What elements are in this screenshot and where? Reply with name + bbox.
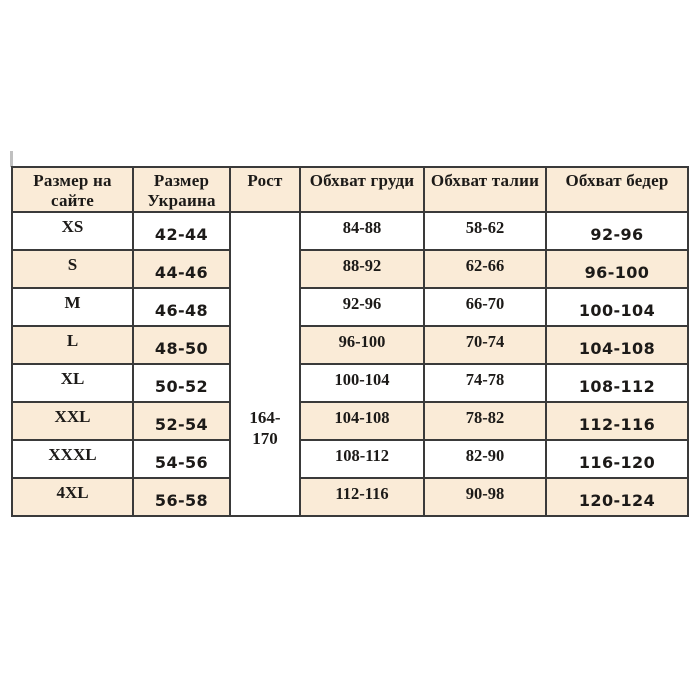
cell-ua-size: 52-54: [133, 402, 230, 440]
cell-chest: 84-88: [300, 212, 424, 250]
header-site-size: Размер на сайте: [12, 167, 133, 212]
header-row: [12, 167, 688, 212]
cell-ua-size: 46-48: [133, 288, 230, 326]
cell-hips: 96-100: [546, 250, 688, 288]
cell-chest: 104-108: [300, 402, 424, 440]
cell-hips: 120-124: [546, 478, 688, 516]
cell-site-size: XL: [12, 364, 133, 402]
cell-hips: 92-96: [546, 212, 688, 250]
table-row-s: [12, 250, 688, 288]
table-row-xl: [12, 364, 688, 402]
header-hips: Обхват бедер: [546, 167, 688, 212]
cell-waist: 70-74: [424, 326, 546, 364]
header-waist: Обхват талии: [424, 167, 546, 212]
cell-site-size: L: [12, 326, 133, 364]
cell-ua-size: 44-46: [133, 250, 230, 288]
cell-hips: 108-112: [546, 364, 688, 402]
cell-ua-size: 54-56: [133, 440, 230, 478]
cell-chest: 92-96: [300, 288, 424, 326]
cell-ua-size: 42-44: [133, 212, 230, 250]
table-row-xxxl: [12, 440, 688, 478]
cell-hips: 112-116: [546, 402, 688, 440]
cell-hips: 116-120: [546, 440, 688, 478]
cell-hips: 100-104: [546, 288, 688, 326]
table-row-xxl: [12, 402, 688, 440]
cell-site-size: 4XL: [12, 478, 133, 516]
size-chart-table: [11, 166, 689, 517]
table-row-xs: [12, 212, 688, 250]
corner-artifact: [10, 151, 13, 167]
cell-waist: 74-78: [424, 364, 546, 402]
table-row-l: [12, 326, 688, 364]
cell-site-size: XXXL: [12, 440, 133, 478]
cell-chest: 100-104: [300, 364, 424, 402]
cell-waist: 90-98: [424, 478, 546, 516]
table-row-m: [12, 288, 688, 326]
cell-site-size: S: [12, 250, 133, 288]
header-ua-size: Размер Украина: [133, 167, 230, 212]
cell-chest: 108-112: [300, 440, 424, 478]
cell-waist: 62-66: [424, 250, 546, 288]
height-value: 164- 170: [249, 408, 281, 449]
cell-chest: 88-92: [300, 250, 424, 288]
cell-site-size: M: [12, 288, 133, 326]
cell-chest: 96-100: [300, 326, 424, 364]
cell-waist: 82-90: [424, 440, 546, 478]
cell-height-merged: [230, 212, 300, 516]
cell-waist: 78-82: [424, 402, 546, 440]
cell-ua-size: 56-58: [133, 478, 230, 516]
cell-site-size: XXL: [12, 402, 133, 440]
cell-ua-size: 50-52: [133, 364, 230, 402]
cell-site-size: XS: [12, 212, 133, 250]
cell-ua-size: 48-50: [133, 326, 230, 364]
table-row-4xl: [12, 478, 688, 516]
header-height: Рост: [230, 167, 300, 212]
cell-hips: 104-108: [546, 326, 688, 364]
cell-chest: 112-116: [300, 478, 424, 516]
cell-waist: 66-70: [424, 288, 546, 326]
header-chest: Обхват груди: [300, 167, 424, 212]
cell-waist: 58-62: [424, 212, 546, 250]
